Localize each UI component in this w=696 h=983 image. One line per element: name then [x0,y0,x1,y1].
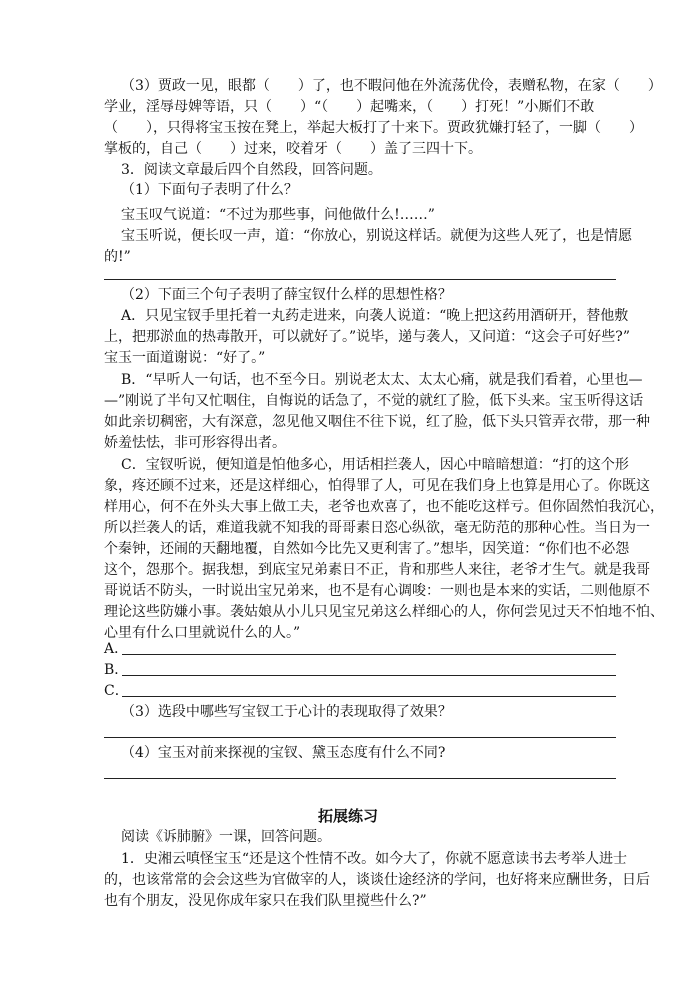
option-b-line-2: —”刚说了半句又忙咽住，自悔说的话急了，不觉的就红了脸，低下头来。宝玉听得这话 [104,393,644,409]
section-title-extension: 拓展练习 [317,807,378,825]
extension-q1-line-2: 的，也该常常的会会这些为官做宰的人，谈谈仕途经济的学问，也好将来应酬世务，日后 [104,872,650,888]
answer-line-3-3[interactable] [104,737,616,738]
option-c-line-2: 象，疼还顾不过来，还是这样细心，怕得罪了人，可见在我们身上也算是用心了。你既这 [104,478,650,494]
quote-line-1: 宝玉叹气说道：“不过为那些事，问他做什么!……” [121,207,435,223]
option-a-line-1: A．只见宝钗手里托着一丸药走进来，向袭人说道：“晚上把这药用酒研开，替他敷 [121,308,629,324]
option-b-line-3: 如此亲切稠密，大有深意，忽见他又咽住不往下说，红了脸，低下头只管弄衣带，那一种 [104,414,650,430]
answer-line-3-1[interactable] [104,279,616,280]
extension-intro: 阅读《诉肺腑》一课，回答问题。 [121,829,331,845]
option-c-line-8: 理论这些防嫌小事。袭姑娘从小儿只见宝兄弟这么样细心的人，你何尝见过天不怕地不怕、 [104,604,664,620]
answer-row-c[interactable] [104,681,616,701]
question-3-3-title: （3）选段中哪些写宝钗工于心计的表现取得了效果？ [121,704,452,720]
option-c-line-3: 样用心，何不在外头大事上做工夫，老爷也欢喜了，也不能吃这样亏。但你固然怕我沉心， [104,499,664,515]
fill-blank-line-2: 学业，淫辱母婢等语，只（ ）“（ ）起嘴来，（ ）打死！”小厮们不敢 [104,99,595,115]
question-3-1-title: （1）下面句子表明了什么？ [121,182,298,198]
fill-blank-line-4: 掌板的，自己（ ）过来，咬着牙（ ）盖了三四十下。 [104,141,482,157]
option-b-line-4: 娇羞怯怯，非可形容得出者。 [104,435,286,451]
option-c-line-7: 哥说话不防头，一时说出宝兄弟来，也不是有心调唆：一则也是本来的实话，二则他原不 [104,583,650,599]
answer-line-c[interactable] [122,696,616,697]
answer-row-b[interactable] [104,660,616,680]
quote-line-3: 的!” [104,249,131,265]
fill-blank-line-1: （3）贾政一见，眼都（ ）了，也不暇问他在外流荡优伶，表赠私物，在家（ ） [121,78,662,94]
quote-line-2: 宝玉听说，便长叹一声，道：“你放心，别说这样话。就便为这些人死了，也是情愿 [121,228,633,244]
extension-q1-line-1: 1．史湘云嗔怪宝玉“还是这个性情不改。如今大了，你就不愿意读书去考举人进士 [121,851,628,867]
extension-q1-line-3: 也有个朋友，没见你成年家只在我们队里搅些什么?” [104,893,427,909]
answer-line-3-4[interactable] [104,778,616,779]
question-3-title: 3．阅读文章最后四个自然段，回答问题。 [121,162,382,178]
option-c-line-4: 所以拦袭人的话，难道我就不知我的哥哥素日恣心纵欲，毫无防范的那种心性。当日为一 [104,520,650,536]
option-b-line-1: B．“早听人一句话，也不至今日。别说老太太、太太心痛，就是我们看着，心里也— [121,372,643,388]
answer-label-a: A． [104,641,129,657]
option-c-line-1: C．宝钗听说，便知道是怕他多心，用话相拦袭人，因心中暗暗想道：“打的这个形 [121,457,629,473]
option-a-line-2: 上，把那淤血的热毒散开，可以就好了。”说毕，递与袭人，又问道：“这会子可好些?” [104,329,630,345]
answer-row-a[interactable] [104,639,616,659]
answer-label-c: C． [104,683,129,699]
question-3-2-title: （2）下面三个句子表明了薛宝钗什么样的思想性格？ [121,287,452,303]
option-c-line-5: 个秦钟，还闹的天翻地覆，自然如今比先又更利害了。”想毕，因笑道：“你们也不必怨 [104,541,630,557]
option-a-line-3: 宝玉一面道谢说：“好了。” [104,350,266,366]
fill-blank-line-3: （ ），只得将宝玉按在凳上，举起大板打了十来下。贾政犹嫌打轻了，一脚（ ） [104,120,643,136]
answer-line-b[interactable] [122,675,616,676]
option-c-line-6: 这个，怨那个。据我想，到底宝兄弟素日不正，肯和那些人来往，老爷才生气。就是我哥 [104,562,650,578]
answer-label-b: B． [104,662,129,678]
answer-line-a[interactable] [122,654,616,655]
option-c-line-9: 心里有什么口里就说什么的人。” [104,625,301,641]
question-3-4-title: （4）宝玉对前来探视的宝钗、黛玉态度有什么不同? [121,745,446,761]
